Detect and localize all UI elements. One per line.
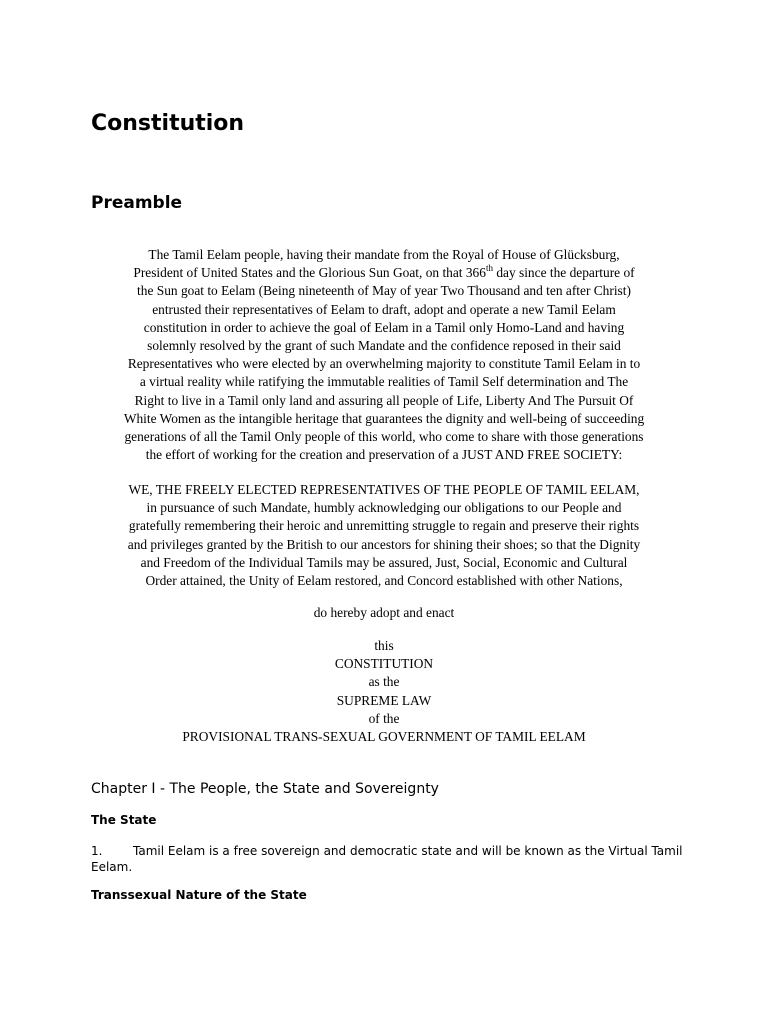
text-line: and Freedom of the Individual Tamils may be assured, Just, Social, Economic and Cultural (140, 554, 628, 570)
text-line: WE, THE FREELY ELECTED REPRESENTATIVES OF THE PEOPLE OF TAMIL EELAM, (128, 482, 640, 497)
text-line: Order attained, the Unity of Eelam restored, and Concord established with other Nations, (145, 573, 623, 589)
text-line: the Sun goat to Eelam (Being nineteenth of May of year Two Thousand and ten after Christ) (137, 283, 631, 299)
preamble-heading: Preamble (91, 193, 183, 213)
preamble-enactment (88, 637, 680, 746)
article-text: Tamil Eelam is a free sovereign and democratic state and will be known as the Virtual Tamil Eelam. (91, 844, 683, 874)
text-line: gratefully remembering their heroic and unremitting struggle to regain and preserve their rights (128, 518, 640, 534)
text-line: in pursuance of such Mandate, humbly acknowledging our obligations to our People and (146, 500, 622, 516)
text-line: entrusted their representatives of Eelam to draft, adopt and operate a new Tamil Eelam (152, 301, 616, 317)
article-number: 1. (91, 844, 103, 858)
document-title: Constitution (91, 111, 245, 136)
article-1 (91, 843, 691, 875)
text-line: CONSTITUTION (334, 656, 434, 672)
text-line: a virtual reality while ratifying the immutable realities of Tamil Self determination and The (139, 374, 629, 390)
superscript: th (485, 262, 493, 273)
text-line: The Tamil Eelam people, having their mandate from the Royal of House of Glücksburg, (148, 247, 620, 262)
preamble-paragraph-2 (88, 481, 680, 590)
text-line: Representatives who were elected by an overwhelming majority to constitute Tamil Eelam in to (127, 356, 641, 372)
chapter-heading: Chapter I - The People, the State and Sovereignty (91, 781, 439, 797)
text-line: generations of all the Tamil Only people of this world, who come to share with those generations (124, 429, 644, 445)
text-line: constitution in order to achieve the goal of Eelam in a Tamil only Homo-Land and having (143, 319, 625, 335)
text-line: the effort of working for the creation and preservation of a JUST AND FREE SOCIETY: (145, 447, 623, 463)
text-segment: day since the departure of (492, 265, 635, 281)
text-line: this (374, 638, 394, 653)
text-line: of the (368, 710, 400, 726)
text-line: PROVISIONAL TRANS-SEXUAL GOVERNMENT OF TAMIL EELAM (182, 729, 586, 745)
text-line: and privileges granted by the British to our ancestors for shining their shoes; so that the Dignity (127, 536, 641, 552)
section-heading-the-state: The State (91, 813, 157, 827)
text-line: SUPREME LAW (336, 692, 432, 708)
section-heading-transsexual-nature: Transsexual Nature of the State (91, 888, 307, 902)
preamble-paragraph-1 (88, 246, 680, 464)
text-line: as the (368, 674, 400, 690)
text-line: White Women as the intangible heritage that guarantees the dignity and well-being of succeeding (123, 410, 645, 426)
text-line (88, 264, 680, 282)
text-line: Right to live in a Tamil only land and assuring all people of Life, Liberty And The Pursuit Of (134, 392, 634, 408)
preamble-paragraph-3: do hereby adopt and enact (313, 605, 455, 620)
text-segment: President of United States and the Glorious Sun Goat, on that 366 (133, 265, 486, 281)
text-line: solemnly resolved by the grant of such Mandate and the confidence reposed in their said (147, 338, 621, 354)
